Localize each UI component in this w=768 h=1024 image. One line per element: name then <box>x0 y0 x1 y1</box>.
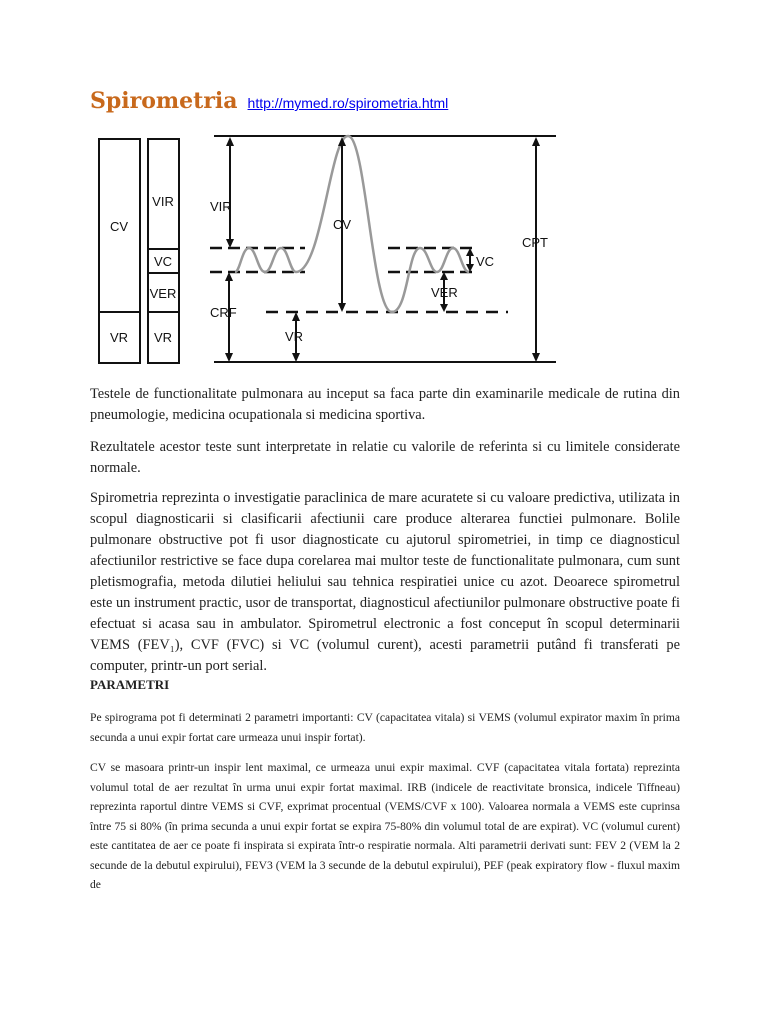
section-paragraph-2-block <box>90 758 680 895</box>
section-paragraph-2: CV se masoara printr-un inspir lent maximal, ce urmeaza unui expir maximal. CVF (capacitatea vitala fortata) reprezinta volumul total de aer rezultat în urma unui expir fortat maximal. IRB (indicele de reactivitate bronsica, indicele Tiffneau) reprezinta raportul dintre VEMS si CVF, exprimat procentual (VEMS/CVF x 100). Valoarea normala a VEMS este cuprinsa între 75 si 80% (în prima secunda a unui expir fortat se expira 75-80% din volumul total de are expirat). VC (volumul curent) este cantitatea de aer ce poate fi inspirata si expirata într-o respiratie normala. Alti parametrii derivati sunt: FEV 2 (VEM la 2 secunde de la debutul expirului), FEV3 (VEM la 3 secunde de la debutul expirului), PEF (peak expiratory flow - fluxul maxim de <box>90 761 680 891</box>
col1-cv-label: CV <box>109 219 129 234</box>
document-title: Spirometria <box>90 88 238 114</box>
cpt-arrow-head-bottom <box>532 353 540 362</box>
intro-paragraph-3-block <box>90 488 680 677</box>
intro-paragraph-3: Spirometria reprezinta o investigatie paraclinica de mare acuratete si cu valoare predictiva, utilizata in scopul diagnosticarii si clasificarii afectiunii care produce alterarea functiei pulmonare. Bolile pulmonare obstructive pot fi usor diagnosticate cu ajutorul spirometriei, in timp ce diagnosticul afectiunilor restrictive se face dupa corelarea mai multor teste de functionalitate pulmonara, cum sunt pletismografia, metoda dilutiei heliului sau tehnica respiratiei unice cu azot. Deoarece spirometrul este un instrument practic, usor de transportat, diagnosticul afectiunilor pulmonare obstructive poate fi efectuat si acasa sau in ambulator. Spirometrul electronic a fost conceput în scopul determinarii VEMS (FEV₁), CVF (FVC) si VC (volumul curent), acesti parametrii putând fi transferati pe computer, printr-un port serial. <box>90 490 680 674</box>
crf-label: CRF <box>210 305 237 320</box>
title-row <box>90 88 448 114</box>
section-paragraph-1: Pe spirograma pot fi determinati 2 parametri importanti: CV (capacitatea vitala) si VEMS (volumul expirator maxim în prima secunda a unui expir fortat care urmeaza unui inspir fortat). <box>90 711 680 744</box>
intro-paragraph-1-block <box>90 384 680 426</box>
col2-vc-label: VC <box>153 254 173 269</box>
section-paragraph-1-block <box>90 708 680 747</box>
spirometry-diagram <box>90 125 570 370</box>
intro-paragraph-2-block <box>90 437 680 479</box>
vr-label: VR <box>285 329 304 344</box>
col2-vr-label: VR <box>153 330 173 345</box>
vir-arrow-head-top <box>226 137 234 146</box>
vir-arrow-head-bottom <box>226 239 234 248</box>
cpt-label: CPT <box>522 235 548 250</box>
cv-label: CV <box>333 217 352 232</box>
col1-vr-label: VR <box>109 330 129 345</box>
ver-label: VER <box>431 285 458 300</box>
col2-vir-label: VIR <box>152 194 174 209</box>
vr-arrow-head-top <box>292 312 300 321</box>
vr-arrow-head-bottom <box>292 353 300 362</box>
vir-label: VIR <box>210 199 232 214</box>
source-link[interactable]: http://mymed.ro/spirometria.html <box>247 95 449 111</box>
intro-paragraph-1: Testele de functionalitate pulmonara au inceput sa faca parte din examinarile medicale de rutina din pneumologie, medicina ocupationala si medicina sportiva. <box>90 386 680 423</box>
vc-label: VC <box>476 254 495 269</box>
cv-arrow-head-bottom <box>338 303 346 312</box>
cpt-arrow-head-top <box>532 137 540 146</box>
crf-arrow-head-top <box>225 272 233 281</box>
crf-arrow-head-bottom <box>225 353 233 362</box>
section-heading-block <box>90 677 680 693</box>
intro-paragraph-2: Rezultatele acestor teste sunt interpretate in relatie cu valorile de referinta si cu limitele considerate normale. <box>90 439 680 476</box>
section-heading: PARAMETRI <box>90 677 170 692</box>
col2-ver-label: VER <box>149 286 177 301</box>
